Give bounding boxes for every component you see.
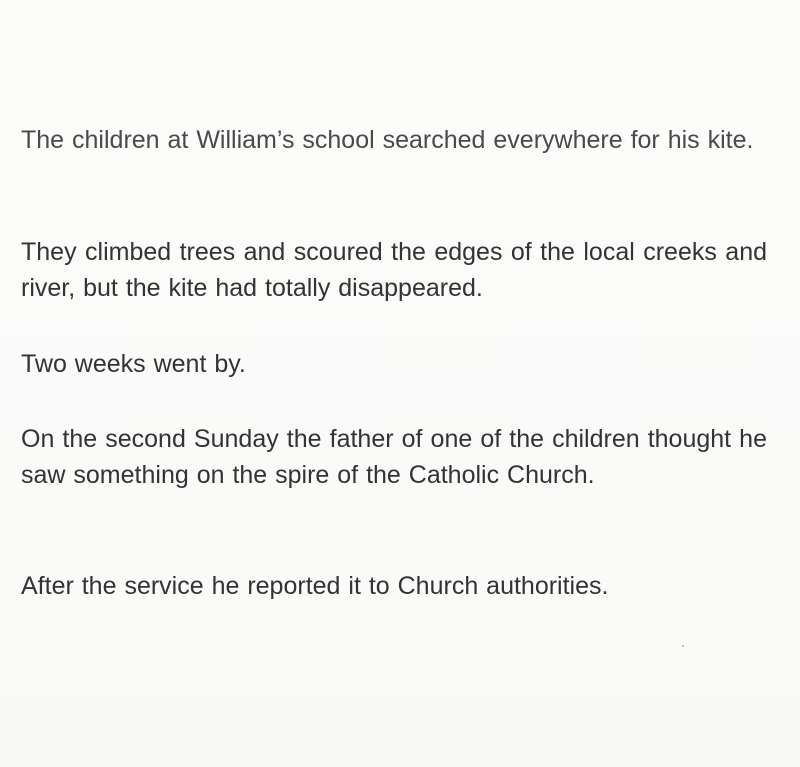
paragraph-kite-search: The children at William’s school searched everywhere for his kite. [21,126,754,154]
paragraph-two-weeks: Two weeks went by. [21,350,246,378]
paragraph-climbed-trees: They climbed trees and scoured the edges of the local creeks and river, but the kite had totally disappeared. [21,238,767,302]
scan-speck [682,645,684,647]
paragraph-second-sunday: On the second Sunday the father of one of the children thought he saw something on the spire of the Catholic Church. [21,425,767,489]
paragraph-after-service: After the service he reported it to Church authorities. [21,572,609,600]
